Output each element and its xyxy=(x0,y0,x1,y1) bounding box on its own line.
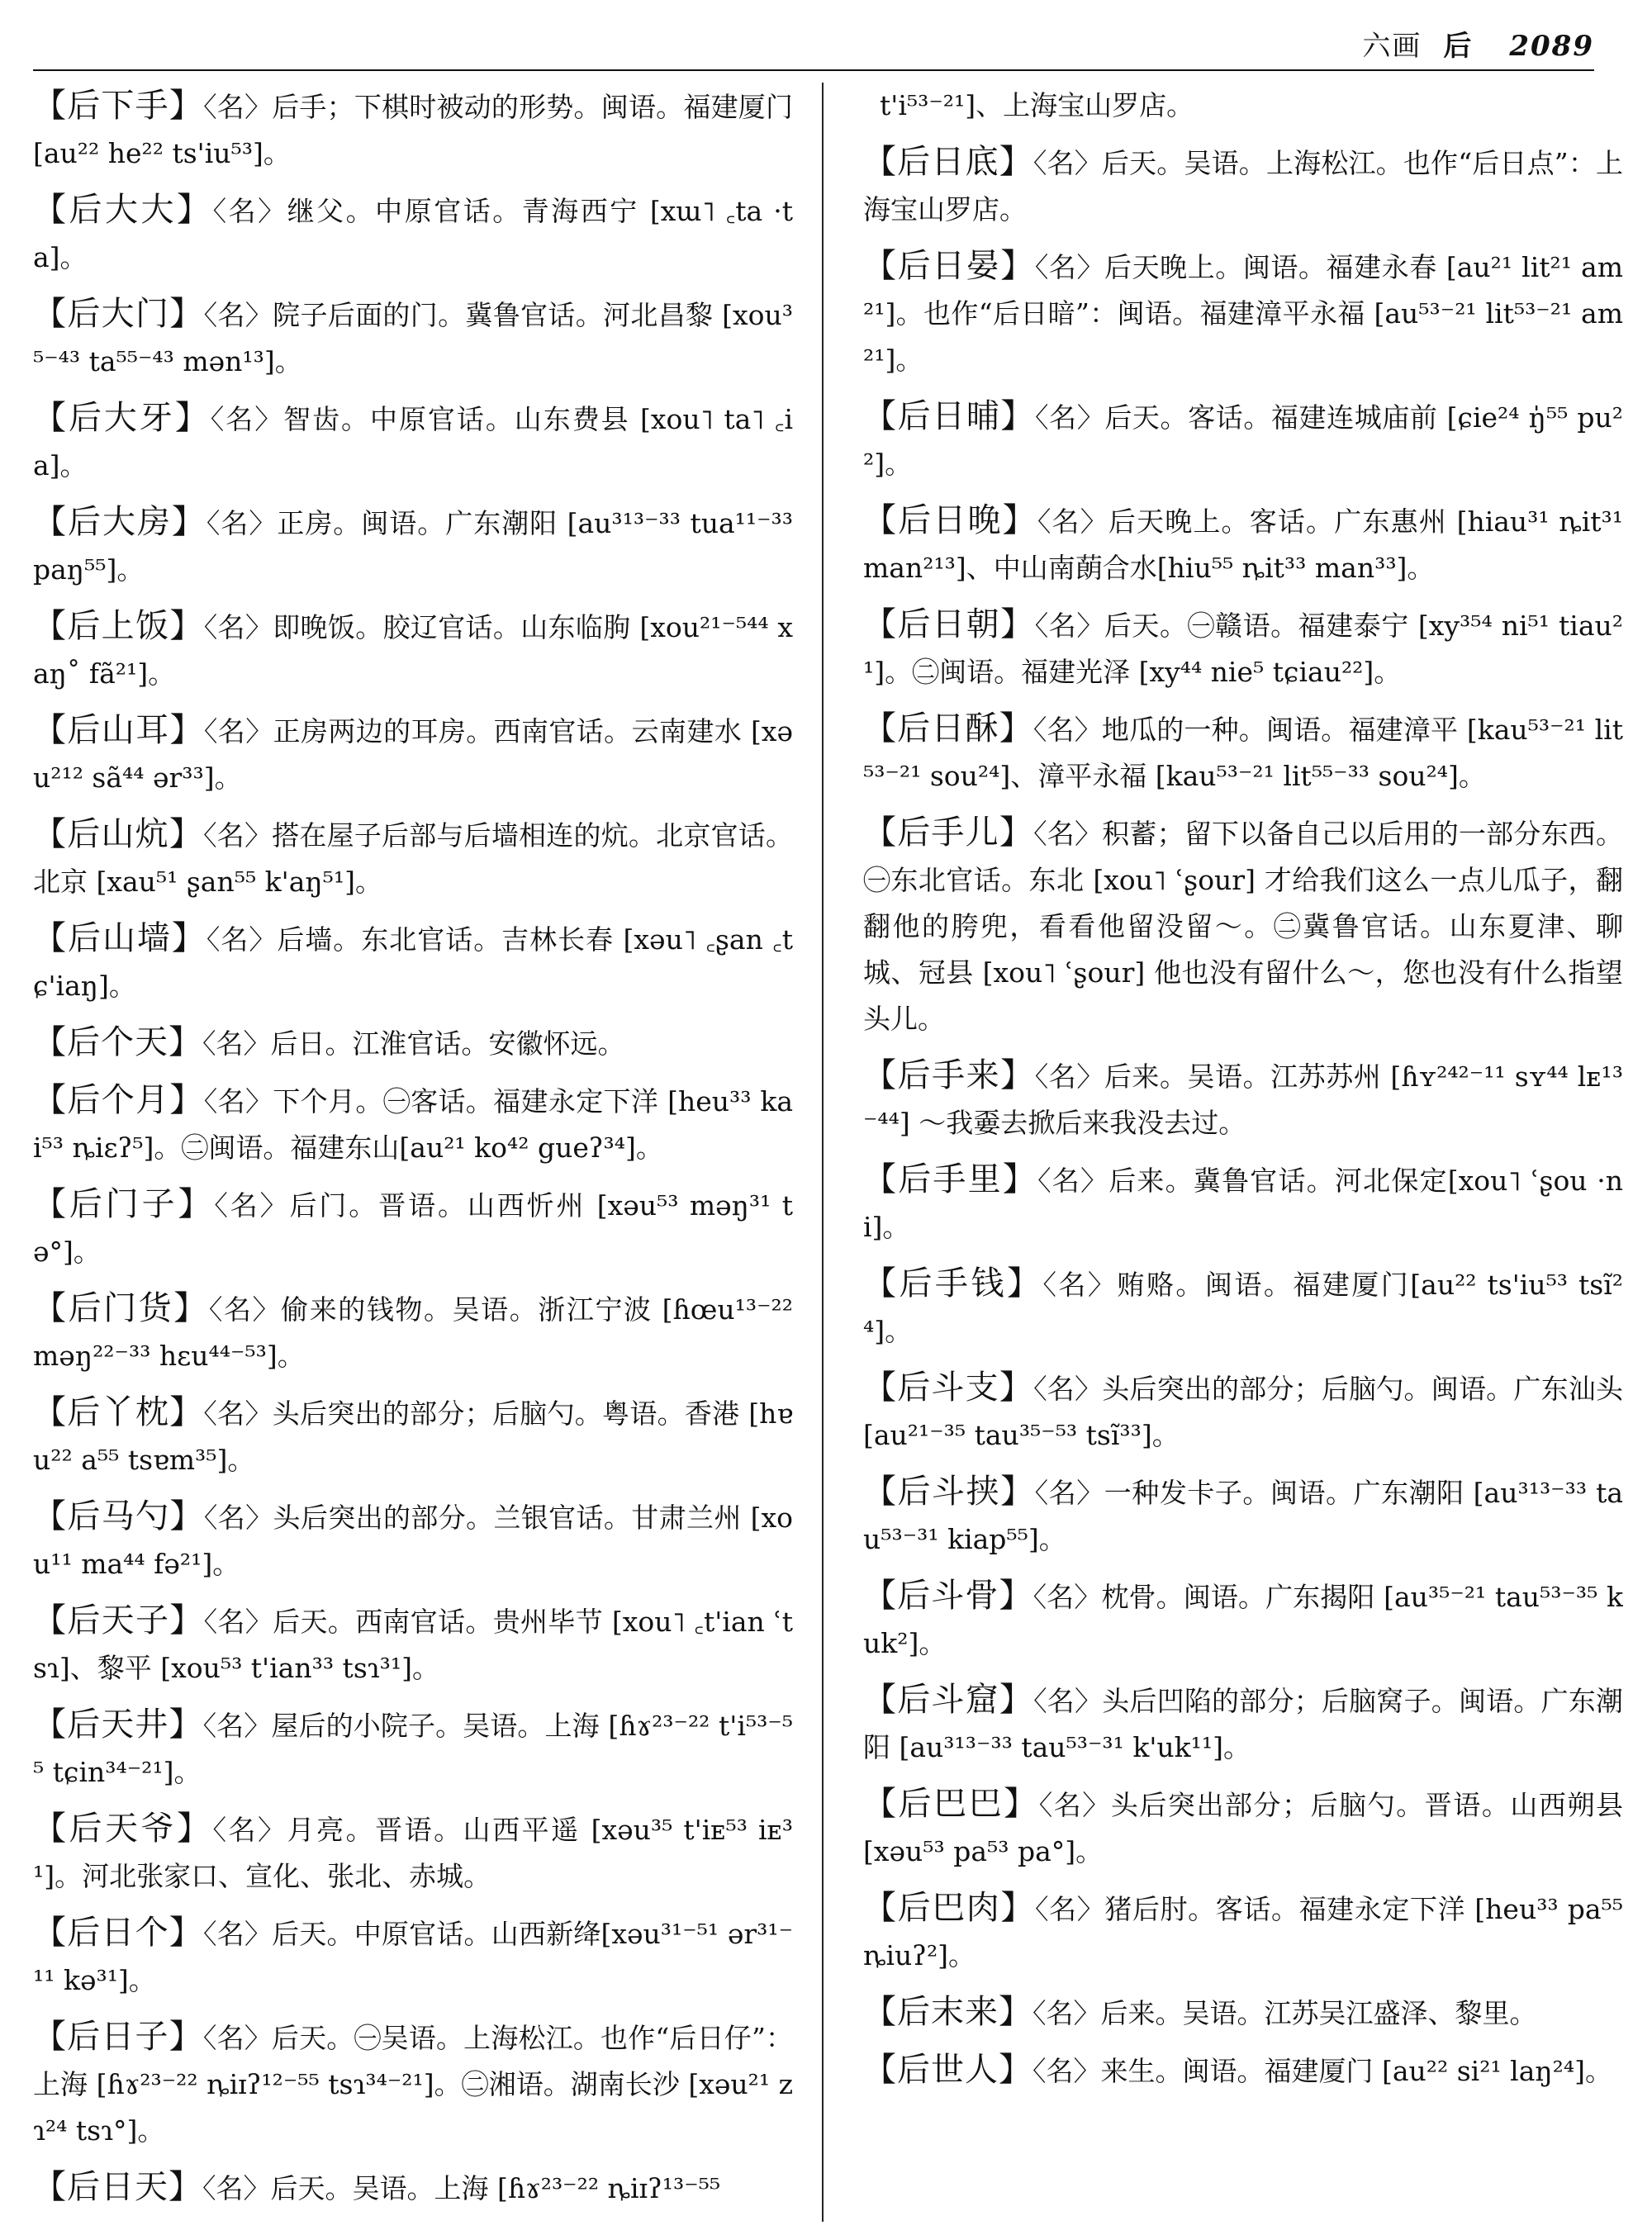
dictionary-entry xyxy=(863,393,1623,487)
dictionary-entry xyxy=(863,139,1623,233)
entry-headword: 【后门子】 xyxy=(33,1185,215,1223)
entry-headword: 【后个天】 xyxy=(33,1023,202,1061)
dictionary-entry xyxy=(33,187,793,281)
entry-headword: 【后丫枕】 xyxy=(33,1393,204,1431)
entry-definition: 〈名〉偷来的钱物。吴语。浙江宁波 [ɦœu¹³⁻²² məŋ²²⁻³³ hɛu⁴⁴⁻⁵³]。 xyxy=(33,1293,793,1372)
entry-definition: 〈名〉搭在屋子后部与后墙相连的炕。北京官话。北京 [xau⁵¹ ʂan⁵⁵ k'aŋ⁵¹]。 xyxy=(33,819,793,898)
entry-headword: 【后日晚】 xyxy=(863,501,1037,539)
entry-definition: 〈名〉枕骨。闽语。广东揭阳 [au³⁵⁻²¹ tau⁵³⁻³⁵ kuk²]。 xyxy=(863,1581,1623,1659)
dictionary-entry xyxy=(33,395,793,489)
entry-definition: 〈名〉继父。中原官话。青海西宁 [xɯ˥ ꜀ta ·ta]。 xyxy=(33,195,793,273)
entry-headword: 【后山墙】 xyxy=(33,919,206,957)
dictionary-entry xyxy=(863,1781,1623,1875)
entry-headword: 【后天爷】 xyxy=(33,1810,213,1848)
dictionary-entry xyxy=(863,809,1623,1042)
entry-headword: 【后日晡】 xyxy=(863,397,1036,435)
entry-definition: 〈名〉头后突出的部分；后脑勺。闽语。广东汕头 [au²¹⁻³⁵ tau³⁵⁻⁵³ tsĩ³³]。 xyxy=(863,1373,1623,1451)
entry-headword: 【后手钱】 xyxy=(863,1264,1043,1302)
entry-definition: 〈名〉贿赂。闽语。福建厦门[au²² ts'iu⁵³ tsĩ²⁴]。 xyxy=(863,1269,1623,1347)
dictionary-entry xyxy=(863,601,1623,695)
dictionary-entry xyxy=(33,811,793,905)
entry-headword: 【后斗骨】 xyxy=(863,1577,1033,1615)
entry-definition: 〈名〉月亮。晋语。山西平遥 [xəu³⁵ t'iᴇ⁵³ iᴇ³¹]。河北张家口、宣化、张北、赤城。 xyxy=(33,1814,793,1892)
dictionary-entry xyxy=(863,1364,1623,1459)
entry-headword: 【后大房】 xyxy=(33,503,206,541)
dictionary-entry xyxy=(33,499,793,593)
dictionary-entry xyxy=(33,1077,793,1171)
dictionary-entry xyxy=(863,1052,1623,1146)
entry-definition: 〈名〉后天晚上。客话。广东惠州 [hiau³¹ ȵit³¹ man²¹³]、中山南蓢合水[hiu⁵⁵ ȵit³³ man³³]。 xyxy=(863,505,1623,584)
entry-definition: 〈名〉一种发卡子。闽语。广东潮阳 [au³¹³⁻³³ tau⁵³⁻³¹ kiap⁵⁵]。 xyxy=(863,1477,1623,1555)
entry-definition: 〈名〉后手；下棋时被动的形势。闽语。福建厦门 [au²² he²² ts'iu⁵³]。 xyxy=(33,91,793,169)
column-divider xyxy=(822,83,824,2222)
entry-definition: 〈名〉后门。晋语。山西忻州 [xəu⁵³ məŋ³¹ tə°]。 xyxy=(33,1189,793,1268)
entry-definition: 〈名〉头后凹陷的部分；后脑窝子。闽语。广东潮阳 [au³¹³⁻³³ tau⁵³⁻³¹ k'uk¹¹]。 xyxy=(863,1685,1623,1763)
dictionary-entry xyxy=(863,2047,1623,2095)
entry-headword: 【后下手】 xyxy=(33,87,204,125)
entry-definition: 〈名〉头后突出部分；后脑勺。晋语。山西朔县 [xəu⁵³ pa⁵³ pa°]。 xyxy=(863,1789,1623,1867)
entry-definition: 〈名〉积蓄；留下以备自己以后用的一部分东西。㊀东北官话。东北 [xou˥ ʿʂour] 才给我们这么一点儿瓜子，翻翻他的胯兜，看看他留没留～。㊁冀鲁官话。山东夏津、聊城、冠县 [xou˥ ʿʂour] 他也没有留什么～，您也没有什么指望头儿。 xyxy=(863,818,1623,1035)
entry-headword: 【后山炕】 xyxy=(33,815,204,853)
entry-definition: 〈名〉下个月。㊀客话。福建永定下洋 [heu³³ kai⁵³ ȵiɛʔ⁵]。㊁闽语。福建东山[au²¹ ko⁴² gueʔ³⁴]。 xyxy=(33,1085,793,1164)
dictionary-entry xyxy=(33,1181,793,1275)
entry-definition: 〈名〉后墙。东北官话。吉林长春 [xəu˥ ꜀ʂan ꜀tɕ'iaŋ]。 xyxy=(33,923,793,1002)
running-head xyxy=(1362,23,1594,64)
entry-headword: 【后巴肉】 xyxy=(863,1889,1036,1927)
entry-definition: 〈名〉地瓜的一种。闽语。福建漳平 [kau⁵³⁻²¹ lit⁵³⁻²¹ sou²⁴]、漳平永福 [kau⁵³⁻²¹ lit⁵⁵⁻³³ sou²⁴]。 xyxy=(863,714,1623,792)
entry-headword: 【后斗窟】 xyxy=(863,1681,1034,1719)
entry-definition: 〈名〉后来。吴语。江苏吴江盛泽、黎里。 xyxy=(1032,1997,1537,2029)
dictionary-entry xyxy=(863,1156,1623,1250)
dictionary-entry xyxy=(863,1573,1623,1667)
dictionary-entry xyxy=(33,1389,793,1483)
right-column xyxy=(863,83,1623,2222)
dictionary-entry xyxy=(863,1468,1623,1563)
entry-definition: 〈名〉后天。客话。福建连城庙前 [ɕie²⁴ ŋ̍⁵⁵ pu²²]。 xyxy=(863,401,1623,480)
entry-definition: 〈名〉后天。吴语。上海 [ɦɤ²³⁻²² ȵiɪʔ¹³⁻⁵⁵ xyxy=(202,2172,721,2204)
dictionary-entry xyxy=(33,1493,793,1587)
entry-definition: 〈名〉智齿。中原官话。山东费县 [xou˥ ta˥ ꜀ia]。 xyxy=(33,403,793,482)
entry-headword: 【后日个】 xyxy=(33,1914,204,1952)
entry-headword: 【后日天】 xyxy=(33,2168,202,2206)
dictionary-entry xyxy=(863,497,1623,591)
entry-definition: 〈名〉即晚饭。胶辽官话。山东临朐 [xou²¹⁻⁵⁴⁴ xaŋ˚ fã²¹]。 xyxy=(33,611,793,690)
entry-headword: 【后手儿】 xyxy=(863,814,1034,852)
dictionary-entry xyxy=(33,1701,793,1796)
entry-headword: 【后山耳】 xyxy=(33,711,204,749)
entry-definition: 〈名〉后天。西南官话。贵州毕节 [xou˥ ꜀t'ian ʿtsɿ]、黎平 [xou⁵³ t'ian³³ tsɿ³¹]。 xyxy=(33,1606,793,1684)
entry-definition: 〈名〉后日。江淮官话。安徽怀远。 xyxy=(202,1027,625,1060)
entry-headword: 【后大大】 xyxy=(33,191,213,229)
entry-headword: 【后手里】 xyxy=(863,1160,1038,1198)
entry-definition: 〈名〉后天。吴语。上海松江。也作“后日点”：上海宝山罗店。 xyxy=(863,147,1623,225)
entry-headword: 【后马勺】 xyxy=(33,1497,204,1535)
page-header xyxy=(33,18,1594,68)
entry-headword: 【后日晏】 xyxy=(863,247,1035,285)
entry-headword: 【后斗挟】 xyxy=(863,1473,1035,1511)
entry-definition: 〈名〉后天。㊀吴语。上海松江。也作“后日仔”：上海 [ɦɤ²³⁻²² ȵiɪʔ¹²⁻⁵⁵ tsɿ³⁴⁻²¹]。㊁湘语。湖南长沙 [xəu²¹ zɿ²⁴ tsɿ°]。 xyxy=(33,2022,793,2147)
dictionary-entry xyxy=(33,1910,793,2004)
continued-text: t'i⁵³⁻²¹]、上海宝山罗店。 xyxy=(880,89,1194,121)
entry-definition: 〈名〉头后突出的部分。兰银官话。甘肃兰州 [xou¹¹ ma⁴⁴ fə²¹]。 xyxy=(33,1502,793,1580)
entry-definition: 〈名〉猪后肘。客话。福建永定下洋 [heu³³ pa⁵⁵ ȵiuʔ²]。 xyxy=(863,1893,1623,1971)
left-column xyxy=(33,83,793,2222)
dictionary-entry xyxy=(33,2014,793,2154)
entry-headword: 【后上饭】 xyxy=(33,607,204,645)
entry-headword: 【后世人】 xyxy=(863,2051,1032,2089)
entry-headword: 【后天子】 xyxy=(33,1601,204,1639)
entry-headword: 【后巴巴】 xyxy=(863,1785,1039,1823)
entry-definition: 〈名〉后天。中原官话。山西新绛[xəu³¹⁻⁵¹ ər³¹⁻¹¹ kə³¹]。 xyxy=(33,1918,793,1996)
head-character: 后 xyxy=(1443,30,1474,63)
dictionary-entry xyxy=(33,291,793,385)
dictionary-entry xyxy=(863,1989,1623,2037)
entry-headword: 【后天井】 xyxy=(33,1706,203,1744)
entry-definition: 〈名〉后来。吴语。江苏苏州 [ɦʏ²⁴²⁻¹¹ sʏ⁴⁴ lᴇ¹³⁻⁴⁴] ～我嫑去掀后来我没去过。 xyxy=(863,1060,1623,1139)
entry-headword: 【后门货】 xyxy=(33,1289,209,1327)
dictionary-entry xyxy=(33,707,793,801)
entry-headword: 【后手来】 xyxy=(863,1056,1035,1094)
dictionary-entry xyxy=(33,1597,793,1691)
entry-headword: 【后大牙】 xyxy=(33,399,211,437)
entry-definition: 〈名〉后来。冀鲁官话。河北保定[xou˥ ʿʂou ·ni]。 xyxy=(863,1165,1623,1243)
entry-definition: 〈名〉头后突出的部分；后脑勺。粤语。香港 [hɐu²² a⁵⁵ tsɐm³⁵]。 xyxy=(33,1397,793,1476)
entry-definition: 〈名〉屋后的小院子。吴语。上海 [ɦɤ²³⁻²² t'i⁵³⁻⁵⁵ tɕin³⁴⁻²¹]。 xyxy=(33,1710,793,1788)
entry-definition: 〈名〉院子后面的门。冀鲁官话。河北昌黎 [xou³⁵⁻⁴³ ta⁵⁵⁻⁴³ mən¹³]。 xyxy=(33,299,793,377)
header-rule xyxy=(33,69,1594,71)
entry-definition: 〈名〉后天晚上。闽语。福建永春 [au²¹ lit²¹ am²¹]。也作“后日暗”：闽语。福建漳平永福 [au⁵³⁻²¹ lit⁵³⁻²¹ am²¹]。 xyxy=(863,251,1623,376)
entry-headword: 【后大门】 xyxy=(33,295,204,333)
dictionary-entry xyxy=(863,1885,1623,1979)
dictionary-entry xyxy=(863,1677,1623,1771)
dictionary-entry xyxy=(863,705,1623,799)
entry-definition: 〈名〉正房两边的耳房。西南官话。云南建水 [xəu²¹² sã⁴⁴ ər³³]。 xyxy=(33,715,793,794)
dictionary-entry xyxy=(33,915,793,1009)
entry-headword: 【后斗支】 xyxy=(863,1369,1034,1407)
entry-headword: 【后日底】 xyxy=(863,143,1033,181)
dictionary-entry xyxy=(863,243,1623,383)
dictionary-entry xyxy=(863,1260,1623,1355)
entry-definition: 〈名〉后天。㊀赣语。福建泰宁 [xy³⁵⁴ ni⁵¹ tiau²¹]。㊁闽语。福建光泽 [xy⁴⁴ nie⁵ tɕiau²²]。 xyxy=(863,610,1623,688)
dictionary-entry xyxy=(33,83,793,177)
dictionary-entry xyxy=(33,1019,793,1067)
dictionary-entry xyxy=(33,603,793,697)
dictionary-entry xyxy=(33,1285,793,1379)
entry-headword: 【后末来】 xyxy=(863,1993,1032,2031)
entry-headword: 【后日朝】 xyxy=(863,605,1035,643)
section-label: 六画 xyxy=(1362,30,1422,63)
dictionary-entry xyxy=(33,2164,793,2212)
entry-headword: 【后日酥】 xyxy=(863,709,1033,747)
dictionary-entry xyxy=(33,1805,793,1900)
entry-definition: 〈名〉正房。闽语。广东潮阳 [au³¹³⁻³³ tua¹¹⁻³³ paŋ⁵⁵]。 xyxy=(33,507,793,586)
entry-definition: 〈名〉来生。闽语。福建厦门 [au²² si²¹ laŋ²⁴]。 xyxy=(1032,2055,1612,2087)
entry-headword: 【后日子】 xyxy=(33,2018,203,2056)
page-number: 2089 xyxy=(1509,30,1594,63)
entry-headword: 【后个月】 xyxy=(33,1081,204,1119)
